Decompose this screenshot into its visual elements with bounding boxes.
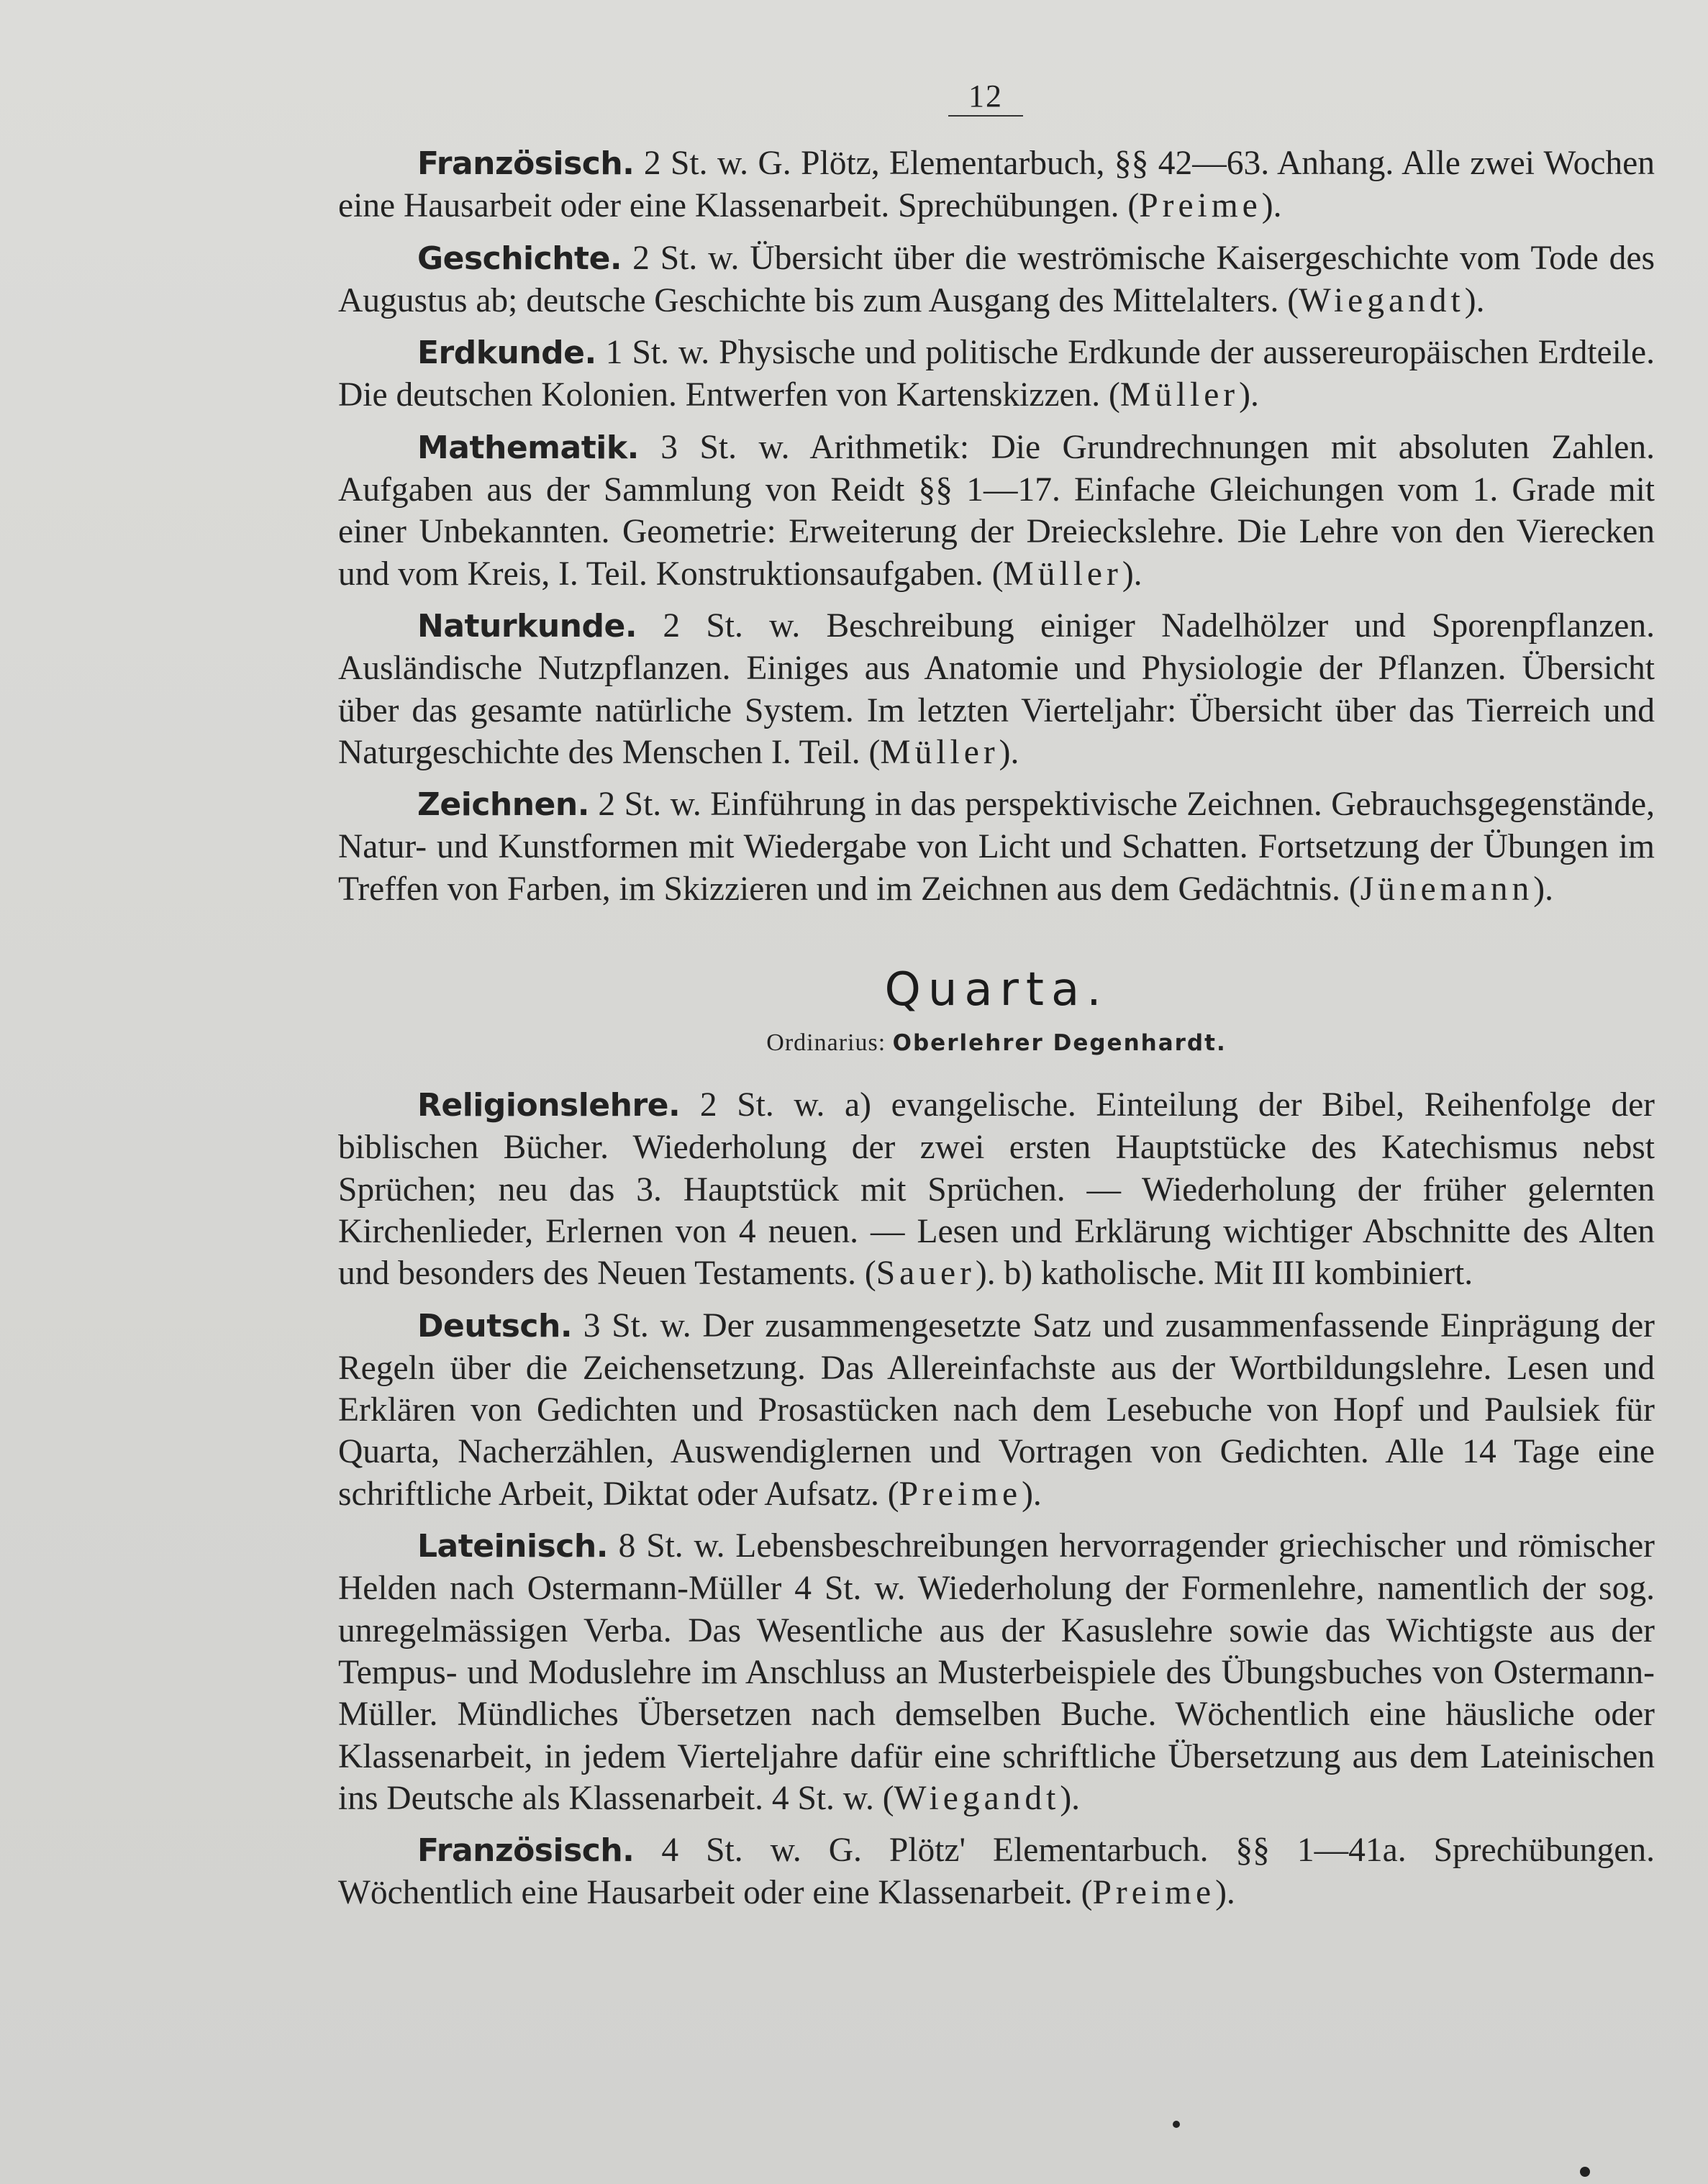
subject-text-tail: ). bbox=[1261, 187, 1282, 225]
section-title-quarta: Quarta. bbox=[884, 963, 1109, 1017]
teacher-name: Wiegandt bbox=[1299, 281, 1465, 319]
ordinarius-name: Oberlehrer Degenhardt. bbox=[892, 1030, 1227, 1057]
subject-heading: Lateinisch. bbox=[417, 1528, 608, 1565]
teacher-name: Sauer bbox=[876, 1255, 976, 1293]
subject-paragraph-religionslehre bbox=[338, 1084, 1655, 1294]
subject-text: 2 St. w. a) evangelische. Einteilung der Bibel, Reihenfolge der biblischen Bücher. Wiederholung der zwei ersten Hauptstücke des Katechismus nebst Sprüchen; neu das 3. Hauptstück mit Sprüchen. — Wiederholung der früher gelernten Kirchenlieder, Erlernen von 4 neuen. — Lesen und Erklärung wichtiger Abschnitte des Alten und besonders des Neuen Testaments. ( bbox=[338, 1086, 1655, 1293]
subject-paragraph-mathematik bbox=[338, 427, 1655, 595]
subject-text-tail: ). bbox=[1215, 1874, 1235, 1912]
page-content bbox=[338, 142, 1655, 1924]
teacher-name: Wiegandt bbox=[894, 1779, 1060, 1817]
subject-heading: Französisch. bbox=[417, 145, 635, 182]
subject-heading: Zeichnen. bbox=[417, 786, 589, 824]
subject-paragraph-deutsch bbox=[338, 1305, 1655, 1515]
subject-text-tail: ). bbox=[1533, 870, 1553, 908]
teacher-name: Müller bbox=[1003, 555, 1122, 593]
subject-paragraph-geschichte bbox=[338, 237, 1655, 322]
subject-text: 2 St. w. Einführung in das perspektivische Zeichnen. Gebrauchsgegenstände, Natur- und Kunstformen mit Wiedergabe von Licht und Schatten. Fortsetzung der Übungen im Treffen von Farben, im Skizzieren und im Zeichnen aus dem Gedächtnis. ( bbox=[338, 786, 1655, 908]
subject-heading: Religionslehre. bbox=[417, 1087, 681, 1124]
teacher-name: Jünemann bbox=[1360, 870, 1534, 908]
subject-heading: Geschichte. bbox=[417, 240, 622, 277]
subject-paragraph-erdkunde bbox=[338, 332, 1655, 417]
section-tertia-subjects bbox=[338, 142, 1655, 910]
ink-speck bbox=[1173, 2121, 1180, 2128]
subject-text-tail: ). bbox=[1060, 1779, 1081, 1817]
teacher-name: Preime bbox=[899, 1475, 1022, 1513]
subject-paragraph-franzoesisch bbox=[338, 142, 1655, 227]
subject-paragraph-franzoesisch-quarta bbox=[338, 1829, 1655, 1914]
section-quarta-subjects bbox=[338, 1084, 1655, 1914]
subject-text-tail: ). bbox=[1239, 376, 1259, 414]
subject-heading: Deutsch. bbox=[417, 1307, 573, 1344]
subject-text-tail: ). bbox=[1122, 555, 1143, 593]
subject-text: 2 St. w. G. Plötz, Elementarbuch, §§ 42—63. Anhang. Alle zwei Wochen eine Hausarbeit oder eine Klassenarbeit. Sprechübungen. ( bbox=[338, 145, 1655, 225]
subject-text: 3 St. w. Arithmetik: Die Grundrechnungen mit absoluten Zahlen. Aufgaben aus der Sammlung von Reidt §§ 1—17. Einfache Gleichungen vom 1. Grade mit einer Unbekannten. Geometrie: Erweiterung der Dreieckslehre. Die Lehre von den Vierecken und vom Kreis, I. Teil. Konstruktionsaufgaben. ( bbox=[338, 428, 1655, 593]
subject-text: 3 St. w. Der zusammengesetzte Satz und zusammenfassende Einprägung der Regeln über die Zeichensetzung. Das Allereinfachste aus der Wortbildungslehre. Lesen und Erklären von Gedichten und Prosastücken nach dem Lesebuche von Hopf und Paulsiek für Quarta, Nacherzählen, Auswendiglernen und Vortragen von Gedichten. Alle 14 Tage eine schriftliche Arbeit, Diktat oder Aufsatz. ( bbox=[338, 1306, 1655, 1513]
teacher-name: Müller bbox=[880, 733, 999, 771]
page-number-underline bbox=[948, 115, 1023, 117]
subject-heading: Französisch. bbox=[417, 1832, 635, 1870]
subject-text-tail: ). bbox=[1464, 281, 1485, 319]
subject-text-tail: ). bbox=[1022, 1475, 1042, 1513]
subject-text-tail: ). b) katholische. Mit III kombiniert. bbox=[975, 1255, 1473, 1293]
teacher-name: Müller bbox=[1119, 376, 1240, 414]
subject-text: 2 St. w. Beschreibung einiger Nadelhölzer und Sporenpflanzen. Ausländische Nutzpflanzen. Einiges aus Anatomie und Physiologie der Pflanzen. Übersicht über das gesamte natürliche System. Im letzten Vierteljahr: Übersicht über das Tierreich und Naturgeschichte des Menschen I. Teil. ( bbox=[338, 606, 1655, 771]
subject-text: 4 St. w. G. Plötz' Elementarbuch. §§ 1—41a. Sprechübungen. Wöchentlich eine Hausarbeit oder eine Klassenarbeit. ( bbox=[338, 1832, 1655, 1912]
subject-paragraph-lateinisch bbox=[338, 1525, 1655, 1819]
page-number: 12 bbox=[968, 78, 1003, 114]
subject-paragraph-naturkunde bbox=[338, 605, 1655, 773]
subject-heading: Naturkunde. bbox=[417, 607, 637, 645]
subject-heading: Mathematik. bbox=[417, 429, 639, 466]
subject-text: 8 St. w. Lebensbeschreibungen hervorragender griechischer und römischer Helden nach Ostermann-Müller 4 St. w. Wiederholung der Formenlehre, namentlich der sog. unregelmässigen Verba. Das Wesentliche aus der Kasuslehre sowie das Wichtigste aus der Tempus- und Moduslehre im Anschluss an Musterbeispiele des Übungsbuches von Ostermann-Müller. Mündliches Übersetzen nach demselben Buche. Wöchentlich eine häusliche oder Klassenarbeit, in jedem Vierteljahre dafür eine schriftliche Übersetzung aus dem Lateinischen ins Deutsche als Klassenarbeit. 4 St. w. ( bbox=[338, 1527, 1655, 1817]
subject-paragraph-zeichnen bbox=[338, 783, 1655, 910]
ordinarius-line bbox=[338, 1029, 1655, 1057]
ink-speck bbox=[1580, 2167, 1590, 2177]
subject-heading: Erdkunde. bbox=[417, 335, 596, 372]
subject-text: 2 St. w. Übersicht über die weströmische Kaisergeschichte vom Tode des Augustus ab; deutsche Geschichte bis zum Ausgang des Mittelalters. ( bbox=[338, 239, 1655, 319]
subject-text: 1 St. w. Physische und politische Erdkunde der aussereuropäischen Erdteile. Die deutschen Kolonien. Entwerfen von Kartenskizzen. ( bbox=[338, 334, 1655, 414]
teacher-name: Preime bbox=[1092, 1874, 1216, 1912]
teacher-name: Preime bbox=[1139, 187, 1262, 225]
subject-text-tail: ). bbox=[999, 733, 1019, 771]
ordinarius-label: Ordinarius: bbox=[766, 1029, 886, 1057]
